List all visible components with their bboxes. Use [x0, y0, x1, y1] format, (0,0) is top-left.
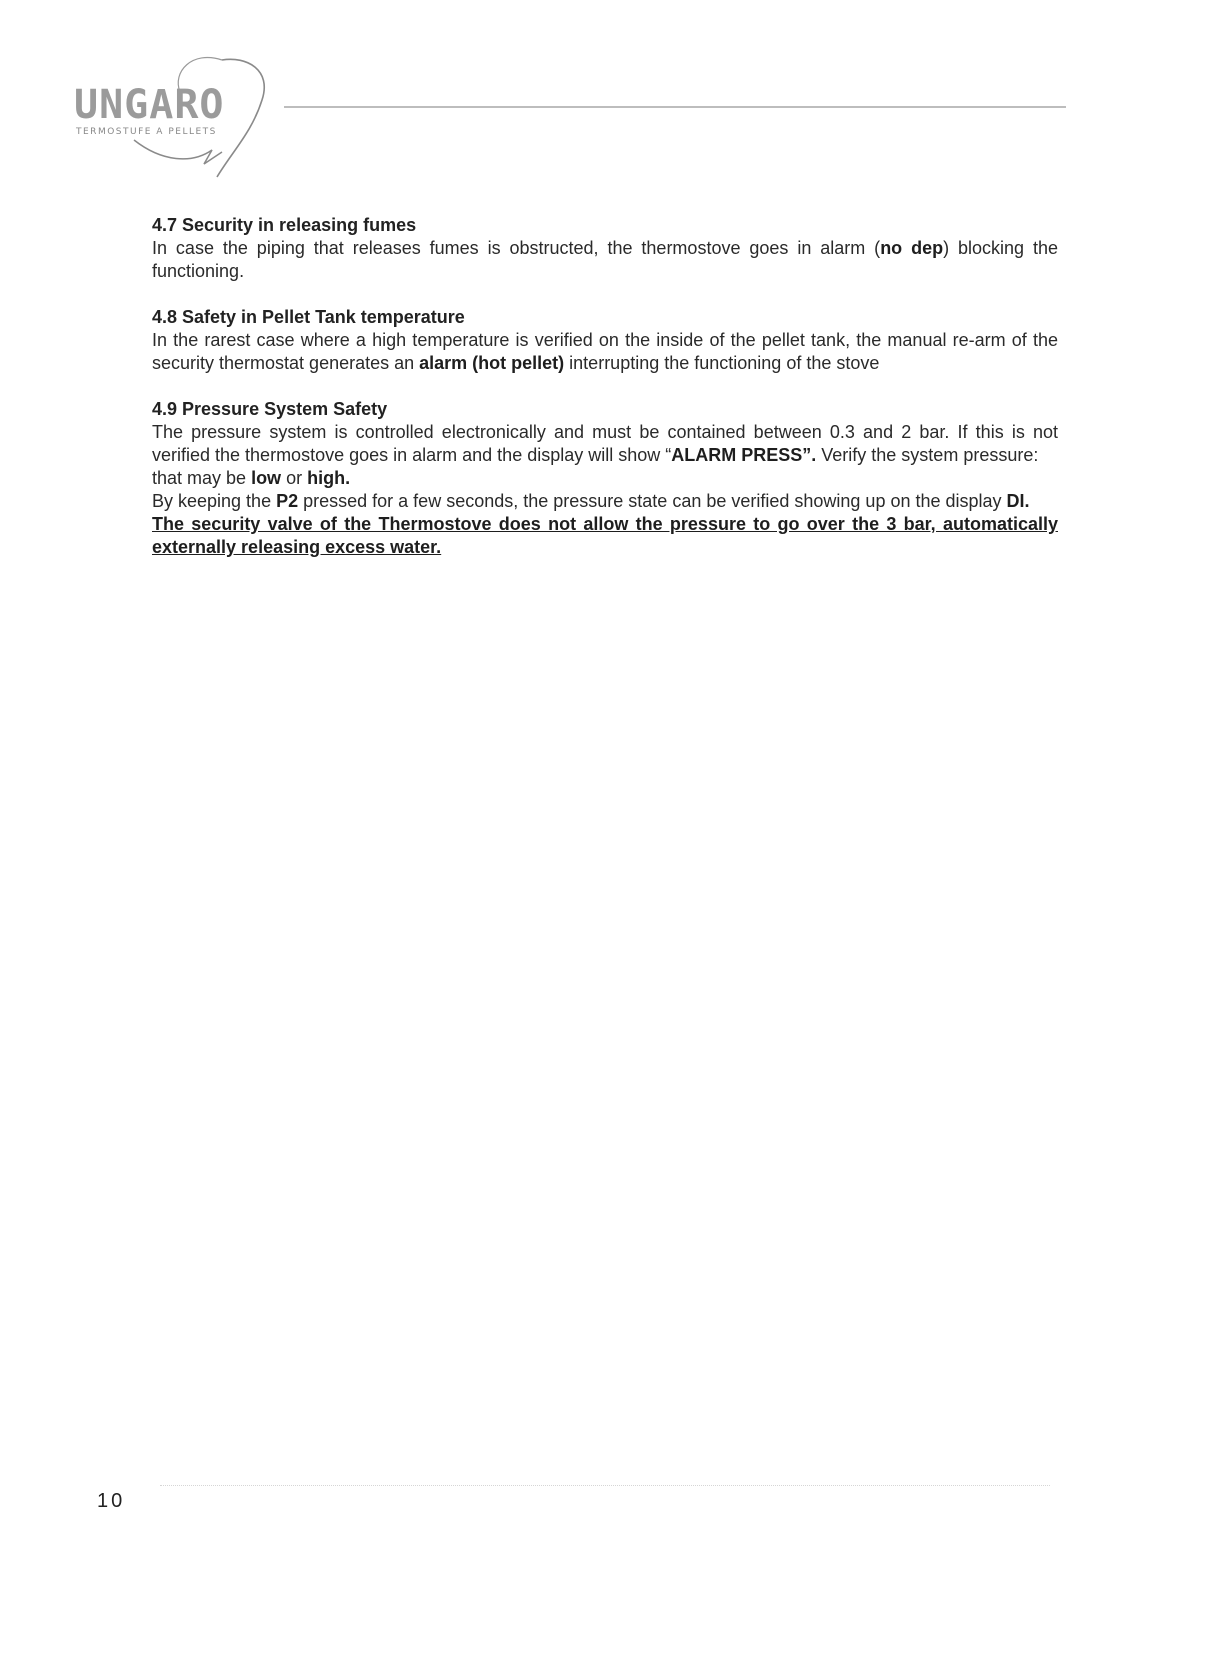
bold-run: P2 [276, 491, 299, 511]
section-paragraph [152, 329, 1058, 375]
text-run: In case the piping that releases fumes is obstructed, the thermostove goes in alarm ( [152, 238, 881, 258]
footer-rule [160, 1485, 1050, 1486]
document-body [152, 214, 1058, 582]
section-paragraph [152, 421, 1058, 467]
text-run: that may be [152, 468, 252, 488]
section-paragraph [152, 237, 1058, 283]
text-run: In the rarest case where a high temperature is verified on the inside of the pellet tank, the manual re-arm of the security thermostat generates an [152, 330, 1058, 373]
section-heading: 4.8 Safety in Pellet Tank temperature [152, 307, 465, 327]
section-4-7 [152, 214, 1058, 283]
header-rule [284, 106, 1066, 108]
bold-run: high. [307, 468, 351, 488]
section-heading: 4.9 Pressure System Safety [152, 399, 388, 419]
text-run: interrupting the functioning of the stove [564, 353, 880, 373]
logo-tagline: TERMOSTUFE A PELLETS [76, 127, 217, 137]
section-4-9 [152, 398, 1058, 559]
bold-run: low [251, 468, 282, 488]
page-number: 10 [97, 1490, 126, 1512]
text-run: The pressure system is controlled electronically and must be contained between 0.3 and 2 bar. If this is not verified the thermostove goes in alarm and the display will show “ [152, 422, 1058, 465]
warning-note: The security valve of the Thermostove does not allow the pressure to go over the 3 bar, automatically externally releasing excess water. [152, 514, 1058, 557]
bold-run: ALARM PRESS”. [671, 445, 817, 465]
ungaro-logo-graphic [72, 52, 282, 182]
logo-wordmark: UNGARO [74, 82, 225, 128]
text-run: ) blocking the functioning. [152, 238, 1059, 281]
text-run: Verify the system pressure: [816, 445, 1039, 465]
text-run: or [281, 468, 308, 488]
text-run: pressed for a few seconds, the pressure state can be verified showing up on the display [298, 491, 1007, 511]
section-heading: 4.7 Security in releasing fumes [152, 215, 417, 235]
section-paragraph [152, 490, 1058, 513]
text-run: By keeping the [152, 491, 277, 511]
bold-run: DI. [1006, 491, 1030, 511]
section-4-8 [152, 306, 1058, 375]
bold-run: alarm (hot pellet) [419, 353, 565, 373]
bold-run: no dep [880, 238, 944, 258]
ungaro-logo [72, 52, 282, 182]
section-paragraph [152, 467, 1058, 490]
